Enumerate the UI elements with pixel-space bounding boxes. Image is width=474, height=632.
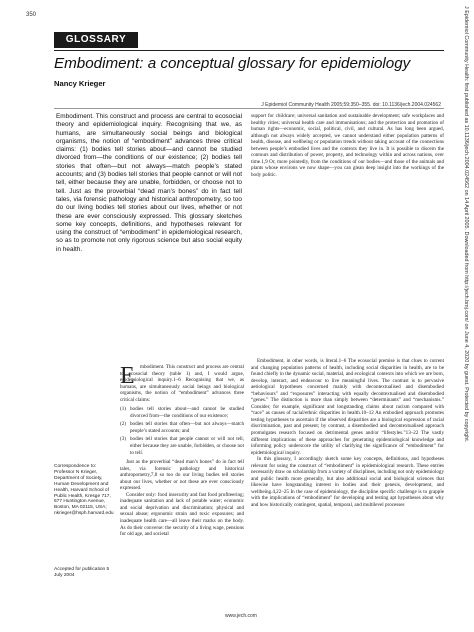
right-column-bottom	[251, 358, 444, 509]
body-paragraph: Consider only: food insecurity and fast food profiteering; inadequate sanitation and lack of potable water; economic and social deprivation and discrimination; physical and sexual abuse; ergonomic strain and toxic exposures; and inadequate health care—all leave their marks on the body. As do their converse: the security of a living wage, pensions for old age, and societal	[120, 491, 244, 538]
header-rule	[54, 108, 444, 109]
top-rule	[54, 50, 444, 51]
section-banner: GLOSSARY	[54, 32, 138, 48]
accepted-date-note: Accepted for publication 5 July 2004	[54, 567, 110, 578]
correspondence-note: Correspondence to: Professor N Krieger, Department of Society, Human Development and Health, Harvard School of Public Health, Kresge 717, 677 Huntington Avenue, Boston, MA 02115, USA; nkrieger@hsph.harvard.edu	[54, 464, 114, 517]
journal-citation: J Epidemiol Community Health 2005;59:350–355. doi: 10.1136/jech.2004.024562	[261, 102, 441, 108]
list-item-number: (2)	[120, 421, 126, 428]
body-paragraph: support for childcare; universal sanitation and sustainable development; safe workplaces and healthy cities; universal health care and immunisations; and the protection and promotion of human rights—economic, social, political, civil, and cultural. As has long been argued, although not always widely accepted, we cannot understand either population patterns of health, disease, and wellbeing or population trends without taking account of the connections between people’s embodied lives and the contexts they live in. It is possible to discern the contours and distribution of power, property, and technology within and across nations, over time.1,9 Or, more pointedly, from the conditions of our bodies—and those of the animals and plants whose environs we now shape—you can glean deep insight into the workings of the body politic.	[251, 113, 444, 178]
claims-list	[120, 406, 244, 456]
author-name: Nancy Krieger	[54, 79, 106, 88]
footer-url[interactable]: www.jech.com	[225, 613, 257, 619]
intro-paragraph: mbodiment. This construct and process are central to ecosocial theory (table 1) and, I would argue, epidemiological inquiry.1–6 Recognising that we, as humans, are simultaneously social beings and biological organisms, the notion of “embodiment” advances three critical claims:	[120, 364, 244, 403]
side-download-note	[460, 6, 470, 626]
abstract: Embodiment. This construct and process are central to ecosocial theory and epidemiological inquiry. Recognising that we, as humans, are simultaneously social beings and biological organisms, the notion of “embodiment” advances three critical claims: (1) bodies tell stories about—and cannot be studied divorced from—the conditions of our existence; (2) bodies tell stories that often—but not always—match people’s stated accounts; and (3) bodies tell stories that people cannot or will not tell, either because they are unable, forbidden, or choose not to tell. Just as the proverbial “dead man’s bones” do in fact tell tales, via forensic pathology and historical anthropometry, so too do our living bodies tell stories about our lives, whether or not these are ever consciously expressed. This glossary sketches some key concepts, definitions, and hypotheses relevant for using the construct of “embodiment” in epidemiological research, so as to promote not only rigorous science but also social equity in health.	[56, 113, 242, 253]
list-item	[120, 406, 244, 419]
list-item-text: bodies tell stories that people cannot or will not tell, either because they are unable, forbidden, or choose not to tell.	[130, 436, 244, 456]
body-paragraph: Just as the proverbial “dead man’s bones” do in fact tell tales, via forensic pathology and historical anthropometry,7,8 so too do our living bodies tell stories about our lives, whether or not these are ever consciously expressed.	[120, 459, 244, 492]
list-item-number: (1)	[120, 406, 126, 413]
body-paragraph: In this glossary, I accordingly sketch some key concepts, definitions, and hypotheses relevant for using the construct of “embodiment” in epidemiological research. These entries necessarily draw on scholarship from a variety of disciplines, including not only epidemiology and public health more generally, but also additional social and biological sciences that likewise have longstanding interest in bodies and their genesis, development, and wellbeing.4,22–25 In the case of epidemiology, the discipline specific challenge is to grapple with the implications of “embodiment” for developing and testing apt hypotheses about why and how historically contingent, spatial, temporal, and multilevel processes	[251, 456, 444, 509]
list-item-text: bodies tell stories about—and cannot be studied divorced from—the conditions of our existence;	[130, 406, 244, 419]
list-item-text: bodies tell stories that often—but not always—match people’s stated accounts; and	[130, 421, 244, 434]
middle-column	[120, 364, 244, 538]
body-paragraph: Embodiment, in other words, is literal.1–6 The ecosocial premise is that clues to current and changing population patterns of health, including social disparities in health, are to be found chiefly in the dynamic social, material, and ecological contexts into which we are born, develop, interact, and endeavour to live meaningful lives. The contrast is to pervasive aetiological hypotheses concerned mainly with decontextualised and disembodied “behaviours” and “exposures” interacting with equally decontextualised and disembodied “genes.” The distinction is more than simply between “determinants” and “mechanisms.” Consider, for example, significant and longstanding claims about racism compared with “race” as causes of racial/ethnic disparities in health.10–12 An embodied approach promotes testing hypotheses to ascertain if the observed disparities are a biological expression of racial discrimination, past and present; by contrast, a disembodied and decontextualised approach promulgates research focused on detrimental genes and/or “lifestyles.”13–22 The vastly different implications of these approaches for generating epidemiological knowledge and informing policy underscore the utility of clarifying the significance of “embodiment” for epidemiological inquiry.	[251, 358, 444, 456]
right-column-top	[251, 113, 444, 178]
page-number: 350	[26, 12, 37, 18]
list-item	[120, 421, 244, 434]
drop-cap: E	[120, 363, 135, 389]
side-download-text: J Epidemiol Community Health: first published as 10.1136/jech.2004.024562 on 14 April 2005. Downloaded from http://jech.bmj.com/ on June 4, 2020 by guest. Protected by copyright.	[463, 6, 469, 443]
list-item	[120, 436, 244, 456]
list-item-number: (3)	[120, 436, 126, 443]
article-title: Embodiment: a conceptual glossary for epidemiology	[54, 55, 411, 72]
